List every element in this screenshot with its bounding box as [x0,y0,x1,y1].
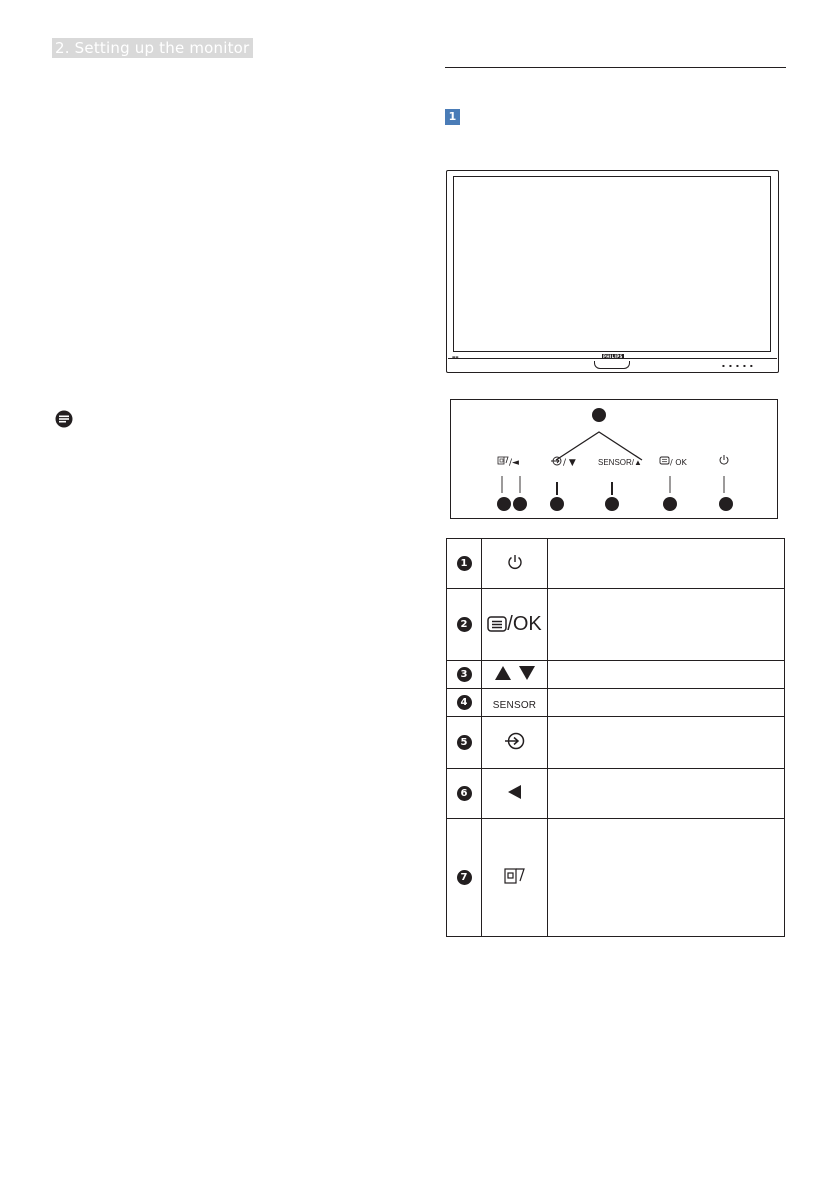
section-header: 2. Setting up the monitor [52,38,253,58]
row-number: 7 [457,870,472,885]
left-arrow-icon [507,784,523,800]
sensor-label: SENSOR [492,700,537,711]
up-down-arrows-icon [493,665,537,681]
input-source-icon [551,457,561,465]
row-number: 2 [457,617,472,632]
callout-6 [513,497,527,511]
callout-4 [605,497,619,511]
panel-label-smartimage: /◄ [509,458,519,468]
table-row [447,589,785,661]
monitor-front-buttons: ▪ ▪ ▪ ▪ ▪ [722,363,755,368]
smartimage-icon [503,866,527,886]
callout-2 [663,497,677,511]
panel-label-input: / ▼ [563,458,576,468]
table-row [447,689,785,717]
menu-icon [487,615,507,633]
callout-5 [550,497,564,511]
table-row [447,819,785,937]
power-icon [720,455,728,464]
row-number: 4 [457,695,472,710]
callout-7 [497,497,511,511]
power-icon [506,553,524,571]
row-number: 3 [457,667,472,682]
callout-1 [719,497,733,511]
callout-3 [592,408,606,422]
button-panel-diagram [450,399,778,519]
table-row [447,769,785,819]
monitor-illustration [446,170,779,373]
row-number: 1 [457,556,472,571]
monitor-screen [453,176,771,352]
smartimage-icon [498,457,508,464]
row-number: 6 [457,786,472,801]
monitor-logo: PHILIPS [603,354,623,359]
monitor-stand [594,361,630,369]
monitor-model-mark: ▬▬ [452,355,459,359]
table-row [447,661,785,689]
panel-label-sensor: SENSOR/▲ [598,458,642,467]
step-badge: 1 [445,109,460,125]
menu-icon [660,457,669,464]
ok-label: /OK [507,613,542,635]
controls-table [446,538,785,937]
table-row [447,539,785,589]
top-rule [445,67,786,68]
panel-label-menu: / OK [670,458,687,467]
table-row [447,717,785,769]
note-icon [55,410,73,428]
row-number: 5 [457,735,472,750]
input-source-icon [503,731,527,751]
